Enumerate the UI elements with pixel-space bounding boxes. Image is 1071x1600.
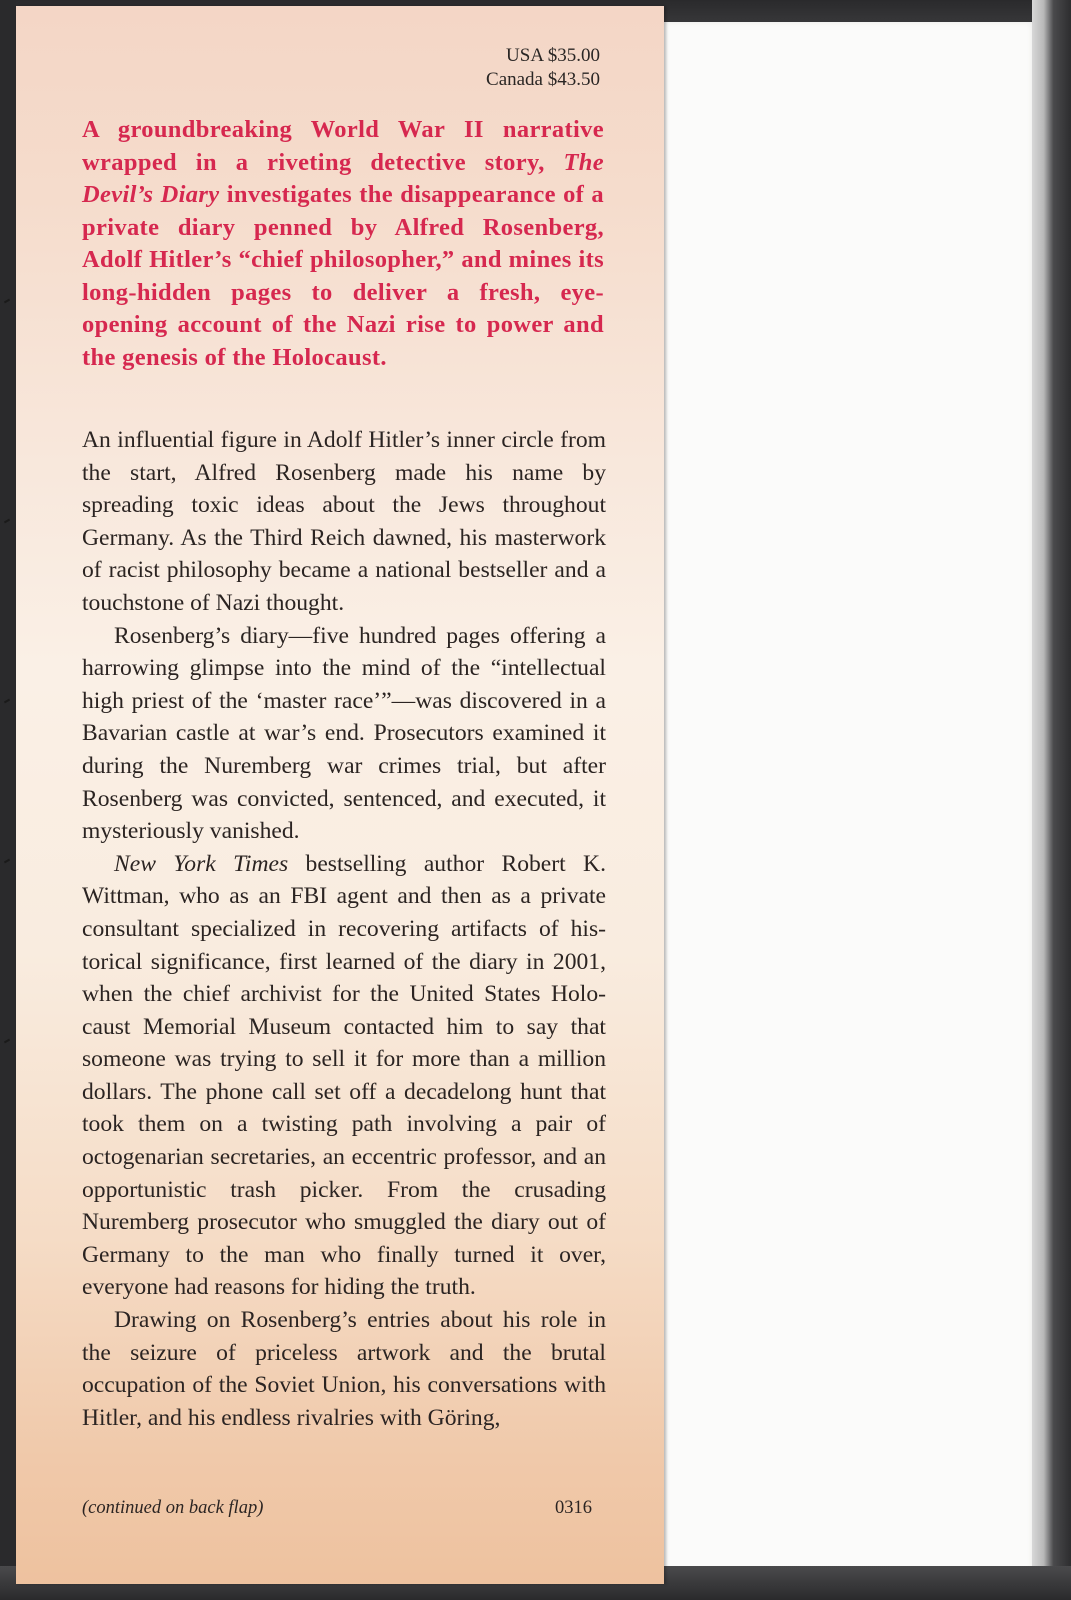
- print-code: 0316: [555, 1498, 592, 1518]
- blurb-intro: A groundbreaking World War II narrative wrapped in a riveting detective story,: [82, 116, 604, 176]
- book-title: The Devil’s Diary: [82, 148, 604, 208]
- newspaper-title: New York Times: [114, 850, 289, 877]
- paragraph-4: Drawing on Rosenberg’s entries about his role in the seizure of priceless artwork and the brutal occupation of the Soviet Union, his conversations with Hitler, and his endless rivalries with Göring,: [82, 1307, 606, 1431]
- summary-blurb: [82, 114, 604, 374]
- price-block: [486, 44, 600, 92]
- flap-body-text: [82, 424, 606, 1434]
- paragraph-3-text: bestselling author Robert K. Wittman, who as an FBI agent and then as a private consultant specialized in recovering artifacts of historical significance, first learned of the diary in 2001, when the chief archivist for the United States Holocaust Memorial Museum contacted him to say that someone was trying to sell it for more than a million dollars. The phone call set off a decadelong hunt that took them on a twisting path involving a pair of octogenarian secretaries, an eccentric professor, and an opportunistic trash picker. From the crusading Nuremberg prosecutor who smuggled the diary out of Germany to the man who finally turned it over, everyone had reasons for hiding the truth.: [82, 850, 606, 1301]
- price-usa: USA $35.00: [506, 45, 600, 66]
- paragraph-3: [82, 848, 606, 1304]
- paragraph-2: Rosenberg’s diary—five hundred pages offering a harrowing glimpse into the mind of the “intellectual high priest of the ‘master race’”—was discovered in a Bavarian castle at war’s end. Prosecutors examined it during the Nuremberg war crimes trial, but after Rosenberg was convicted, sentenced, and executed, it mysteriously vanished.: [82, 622, 606, 845]
- paragraph-1: An influential figure in Adolf Hitler’s inner circle from the start, Alfred Rosenberg made his name by spreading toxic ideas about the Jews throughout Germany. As the Third Reich dawned, his masterwork of racist philosophy became a national bestseller and a touchstone of Nazi thought.: [82, 427, 606, 616]
- book-spine-edge: [0, 0, 16, 1600]
- cover-right-edge: [1032, 0, 1071, 1600]
- blurb-rest: investigates the disappearance of a private diary penned by Alfred Rosenberg, Adolf Hitler’s “chief philosopher,” and mines its long-hidden pages to deliver a fresh, eye-opening account of the Nazi rise to power and the genesis of the Holocaust.: [82, 181, 604, 371]
- cover-board: [664, 22, 1032, 1572]
- price-canada: Canada $43.50: [486, 69, 600, 90]
- dust-jacket-front-flap: [16, 6, 664, 1584]
- continued-note: (continued on back flap): [82, 1498, 264, 1518]
